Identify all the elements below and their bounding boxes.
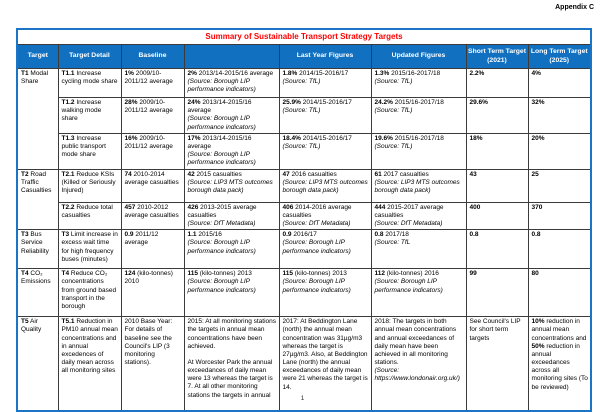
cell-updated xyxy=(371,98,466,134)
cell-progress xyxy=(184,202,279,230)
column-header xyxy=(184,45,279,69)
cell-text: 47 2016 casualties xyxy=(282,170,337,178)
cell-text: 25 xyxy=(531,170,539,178)
cell-target xyxy=(17,169,58,230)
cell-text: (Source: TfL) xyxy=(374,107,413,115)
cell-long-term xyxy=(528,202,591,230)
cell-text: 24.2% 2015/16-2017/18 xyxy=(374,99,444,107)
cell-text: 124 (kilo-tonnes) 2010 xyxy=(124,270,173,286)
cell-short-term xyxy=(466,269,528,317)
cell-text: 2.2% xyxy=(469,70,485,78)
cell-text: (Source: https://www.londonair.org.uk/) xyxy=(374,367,460,383)
cell-text: 24% 2013/14-2015/16 average xyxy=(187,99,252,115)
table-header-row xyxy=(17,45,591,69)
cell-text: 25.9% 2014/15-2016/17 xyxy=(282,99,352,107)
cell-text: 0.9 2016/17 xyxy=(282,231,317,239)
cell-baseline xyxy=(121,269,184,317)
targets-table xyxy=(16,28,592,412)
cell-progress xyxy=(184,98,279,134)
cell-target xyxy=(17,230,58,269)
cell-long-term xyxy=(528,69,591,98)
cell-text: T5.1 Reduction in PM10 annual mean concentrations and in annual excedences of daily mean across all monitoring sites xyxy=(61,318,118,375)
cell-target xyxy=(17,69,58,170)
cell-long-term xyxy=(528,230,591,269)
cell-text: (Source: DfT Metadata) xyxy=(282,219,351,227)
cell-text: 61 2017 casualties xyxy=(374,170,429,178)
cell-text: 99 xyxy=(469,270,477,278)
cell-text: 1.3% 2015/16-2017/18 xyxy=(374,70,441,78)
cell-text: See Council's LIP for short term targets xyxy=(469,318,521,342)
cell-text: (Source: TfL) xyxy=(374,143,413,151)
cell-last-year xyxy=(279,169,371,202)
cell-text: 20% xyxy=(531,134,545,142)
cell-progress xyxy=(184,169,279,202)
column-header: Updated Figures xyxy=(371,45,466,69)
cell-updated xyxy=(371,169,466,202)
cell-text: 17% 2013/14-2015/16 average xyxy=(187,134,252,151)
cell-text: 1% 2009/10-2011/12 average xyxy=(124,70,173,86)
cell-text: 42 2015 casualties xyxy=(187,170,242,178)
cell-text: 10% reduction in annual mean concentrations and 50% reduction in annual exceedances across all monitoring sites (To be reviewed) xyxy=(531,318,588,391)
cell-text: 80 xyxy=(531,270,539,278)
cell-detail xyxy=(58,269,121,317)
cell-short-term xyxy=(466,202,528,230)
cell-short-term xyxy=(466,230,528,269)
cell-text: 74 2010-2014 average casualties xyxy=(124,170,179,186)
cell-text: 0.8 xyxy=(469,231,479,239)
table-row xyxy=(17,202,591,230)
cell-text: 400 xyxy=(469,203,481,211)
cell-text: T4 CO₂ Emissions xyxy=(21,270,51,286)
cell-text: 32% xyxy=(531,99,545,107)
cell-text: (Source: LIP3 MTS outcomes borough data pack) xyxy=(282,178,368,194)
cell-text: (Source: LIP3 MTS outcomes borough data pack) xyxy=(374,178,460,194)
cell-text: (Source: Borough LIP performance indicators) xyxy=(282,278,351,294)
cell-text: 426 2013-2015 average casualties xyxy=(187,203,257,219)
cell-text: T4 Reduce CO₂ concentrations from ground based transport in the borough xyxy=(61,270,117,310)
column-header: Last Year Figures xyxy=(279,45,371,69)
cell-text: 444 2015-2017 average casualties xyxy=(374,203,444,219)
cell-text: T3 Limit increase in excess wait time for high frequency buses (minutes) xyxy=(61,231,118,263)
cell-text: 19.6% 2015/16-2017/18 xyxy=(374,134,444,142)
cell-text: 16% 2009/10-2011/12 average xyxy=(124,134,173,151)
cell-last-year xyxy=(279,202,371,230)
cell-text: 115 (kilo-tonnes) 2013 xyxy=(187,270,252,278)
cell-text: (Source: TfL) xyxy=(374,78,413,86)
cell-text: (Source: TfL) xyxy=(282,107,321,115)
cell-text: (Source: Borough LIP performance indicators) xyxy=(187,151,256,167)
cell-short-term xyxy=(466,169,528,202)
table-row xyxy=(17,230,591,269)
cell-text: 28% 2009/10-2011/12 average xyxy=(124,99,173,115)
cell-short-term xyxy=(466,69,528,98)
cell-text: (Source: LIP3 MTS outcomes borough data pack) xyxy=(187,178,273,194)
cell-text: (Source: Borough LIP performance indicators) xyxy=(187,239,256,255)
cell-updated xyxy=(371,69,466,98)
cell-short-term xyxy=(466,98,528,134)
table-row xyxy=(17,133,591,169)
cell-text: T1.2 Increase walking mode share xyxy=(61,99,102,123)
cell-text: 2017: At Beddington Lane (north) the annual mean concentration was 31µg/m3 whereas the target is 27µg/m3. Also, at Beddington Lane (north) the annual exceedances of daily mean were 21 whereas the target is 14. xyxy=(282,318,368,391)
cell-long-term xyxy=(528,269,591,317)
cell-detail xyxy=(58,69,121,98)
cell-text: 1.1 2015/16 xyxy=(187,231,222,239)
cell-text: 0.8 xyxy=(531,231,541,239)
cell-long-term xyxy=(528,98,591,134)
cell-detail xyxy=(58,230,121,269)
cell-last-year xyxy=(279,98,371,134)
cell-last-year xyxy=(279,69,371,98)
cell-text: 112 (kilo-tonnes) 2016 xyxy=(374,270,439,278)
table-title-row xyxy=(17,29,591,45)
cell-long-term xyxy=(528,169,591,202)
cell-detail xyxy=(58,202,121,230)
cell-text: (Source: Borough LIP performance indicators) xyxy=(374,278,443,294)
cell-last-year xyxy=(279,133,371,169)
cell-progress xyxy=(184,133,279,169)
cell-text: 18% xyxy=(469,134,483,142)
cell-text: T2.1 Reduce KSIs (Killed or Seriously Injured) xyxy=(61,170,116,194)
column-header: Baseline xyxy=(121,45,184,69)
cell-detail xyxy=(58,133,121,169)
cell-text: 18.4% 2014/15-2016/17 xyxy=(282,134,352,142)
cell-progress xyxy=(184,230,279,269)
cell-text: T2.2 Reduce total casualties xyxy=(61,203,113,219)
table-row xyxy=(17,169,591,202)
cell-text: 370 xyxy=(531,203,543,211)
cell-updated xyxy=(371,230,466,269)
cell-text: T3 Bus Service Reliability xyxy=(21,231,49,255)
cell-text: (Source: TfL) xyxy=(282,143,321,151)
cell-text: (Source: DfT Metadata) xyxy=(187,219,256,227)
cell-text: (Source: Borough LIP performance indicators) xyxy=(282,239,351,255)
cell-text: 4% xyxy=(531,70,541,78)
column-header: Long Term Target (2025) xyxy=(528,45,591,69)
cell-text: T5 Air Quality xyxy=(21,318,42,334)
cell-text: (Source: Borough LIP performance indicators) xyxy=(187,78,256,94)
cell-last-year xyxy=(279,230,371,269)
cell-baseline xyxy=(121,230,184,269)
cell-baseline xyxy=(121,169,184,202)
cell-text: T1.1 Increase cycling mode share xyxy=(61,70,118,86)
cell-detail xyxy=(58,169,121,202)
table-title: Summary of Sustainable Transport Strategy Targets xyxy=(17,29,591,45)
cell-last-year xyxy=(279,269,371,317)
appendix-label: Appendix C xyxy=(555,4,594,11)
cell-text: (Source: Borough LIP performance indicators) xyxy=(187,115,256,131)
cell-text: 2% 2013/14-2015/16 average xyxy=(187,70,274,78)
cell-target xyxy=(17,269,58,317)
cell-text: T2 Road Traffic Casualties xyxy=(21,170,52,194)
cell-text: 1.8% 2014/15-2016/17 xyxy=(282,70,349,78)
cell-text: 43 xyxy=(469,170,477,178)
cell-long-term xyxy=(528,133,591,169)
cell-text: 457 2010-2012 average casualties xyxy=(124,203,179,219)
column-header: Short Term Target (2021) xyxy=(466,45,528,69)
cell-text: 406 2014-2016 average casualties xyxy=(282,203,352,219)
cell-text: (Source: Borough LIP performance indicators) xyxy=(187,278,256,294)
cell-updated xyxy=(371,202,466,230)
cell-progress xyxy=(184,69,279,98)
cell-short-term xyxy=(466,133,528,169)
cell-baseline xyxy=(121,133,184,169)
cell-text: 2018: The targets in both annual mean concentrations and annual exceedances of daily mean have been achieved in all monitoring stations. xyxy=(374,318,457,367)
cell-baseline xyxy=(121,98,184,134)
cell-baseline xyxy=(121,202,184,230)
cell-text: 115 (kilo-tonnes) 2013 xyxy=(282,270,347,278)
cell-text: At Worcester Park the annual exceedances of daily mean were 13 whereas the target is 7. At all other monitoring stations the targets in annual xyxy=(187,358,273,399)
cell-text: 2010 Base Year: For details of baseline see the Council's LIP (3 monitoring stations). xyxy=(124,318,173,367)
cell-updated xyxy=(371,269,466,317)
column-header: Target xyxy=(17,45,58,69)
cell-detail xyxy=(58,98,121,134)
cell-text: (Source: TfL xyxy=(374,239,411,247)
cell-text: (Source: TfL) xyxy=(282,78,321,86)
page-number: 1 xyxy=(300,395,305,402)
cell-text: 2015: At all monitoring stations the targets in annual mean concentrations have been achieved. xyxy=(187,318,277,350)
cell-updated xyxy=(371,133,466,169)
cell-text: (Source: DfT Metadata) xyxy=(374,219,443,227)
cell-baseline xyxy=(121,69,184,98)
table-row xyxy=(17,98,591,134)
cell-text: T1 Modal Share xyxy=(21,70,49,86)
cell-progress xyxy=(184,269,279,317)
table-row xyxy=(17,269,591,317)
table-row xyxy=(17,69,591,98)
cell-text: T1.3 Increase public transport mode share xyxy=(61,134,106,159)
cell-text: 0.8 2017/18 xyxy=(374,231,409,239)
cell-text: 29.6% xyxy=(469,99,488,107)
cell-text: 0.9 2011/12 average xyxy=(124,231,159,247)
column-header: Target Detail xyxy=(58,45,121,69)
